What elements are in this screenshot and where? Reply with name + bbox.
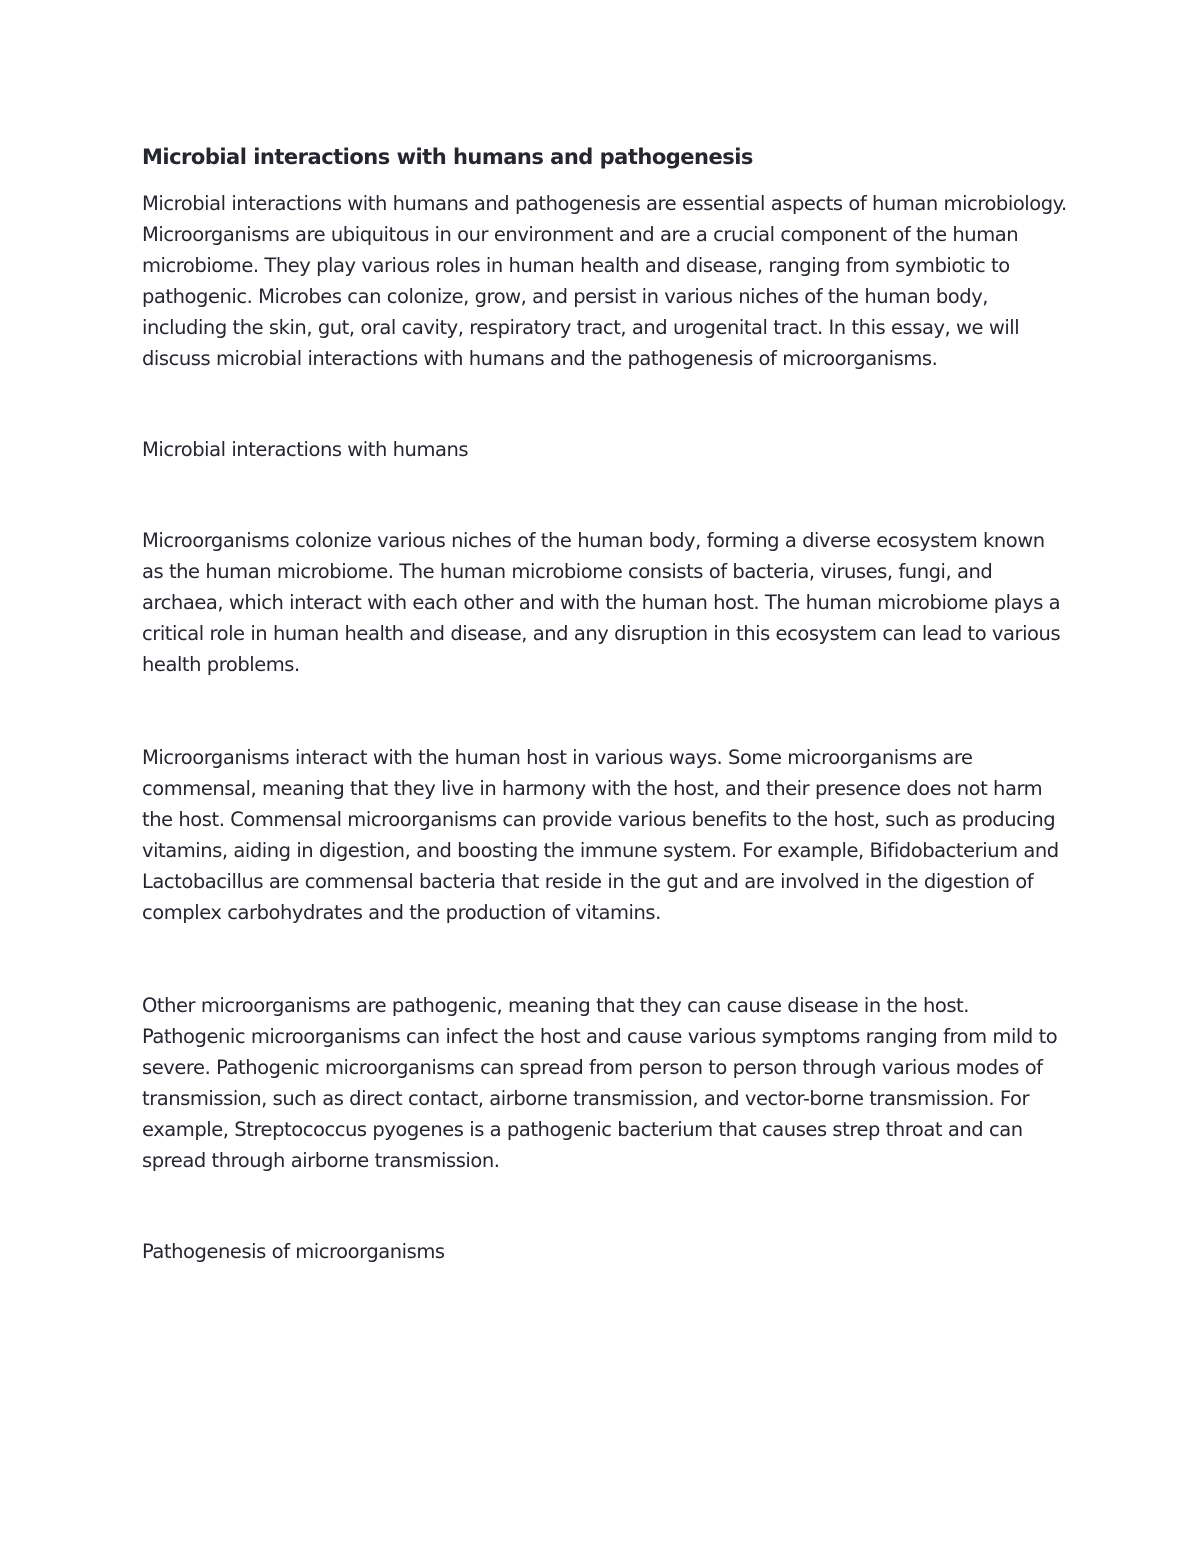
section-heading-pathogenesis: Pathogenesis of microorganisms <box>142 1240 445 1263</box>
document-body <box>142 140 1067 1267</box>
microbiome-paragraph: Microorganisms colonize various niches of the human body, forming a diverse ecosystem known as the human microbiome. The human microbiome consists of bacteria, viruses, fungi, and archaea, which interact with each other and with the human host. The human microbiome plays a critical role in human health and disease, and any disruption in this ecosystem can lead to various health problems. <box>142 529 1061 676</box>
document-title: Microbial interactions with humans and pathogenesis <box>142 145 753 169</box>
pathogenic-paragraph: Other microorganisms are pathogenic, meaning that they can cause disease in the host. Pathogenic microorganisms can infect the host and cause various symptoms ranging from mild to severe. Pathogenic microorganisms can spread from person to person through various modes of transmission, such as direct contact, airborne transmission, and vector-borne transmission. For example, Streptococcus pyogenes is a pathogenic bacterium that causes strep throat and can spread through airborne transmission. <box>142 994 1058 1172</box>
intro-paragraph: Microbial interactions with humans and pathogenesis are essential aspects of human microbiology. Microorganisms are ubiquitous in our environment and are a crucial component of the human microbiome. They play various roles in human health and disease, ranging from symbiotic to pathogenic. Microbes can colonize, grow, and persist in various niches of the human body, including the skin, gut, oral cavity, respiratory tract, and urogenital tract. In this essay, we will discuss microbial interactions with humans and the pathogenesis of microorganisms. <box>142 192 1067 370</box>
commensal-paragraph: Microorganisms interact with the human host in various ways. Some microorganisms are commensal, meaning that they live in harmony with the host, and their presence does not harm the host. Commensal microorganisms can provide various benefits to the host, such as producing vitamins, aiding in digestion, and boosting the immune system. For example, Bifidobacterium and Lactobacillus are commensal bacteria that reside in the gut and are involved in the digestion of complex carbohydrates and the production of vitamins. <box>142 746 1059 924</box>
section-heading-interactions: Microbial interactions with humans <box>142 438 469 461</box>
